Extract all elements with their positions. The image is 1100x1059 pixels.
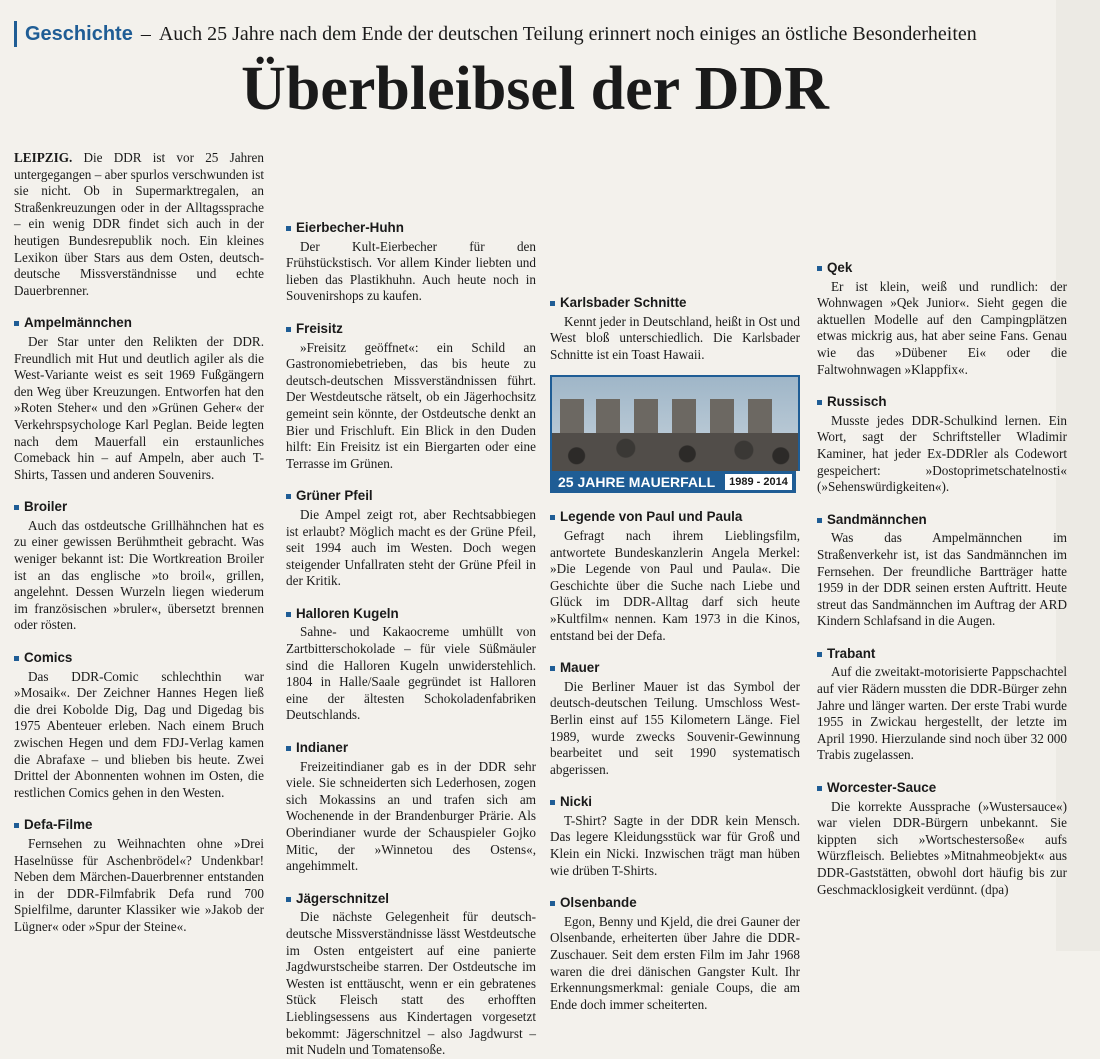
intro-paragraph: [14, 150, 264, 299]
section-heading: [14, 315, 264, 332]
section-text: Fernsehen zu Weihnachten ohne »Drei Haselnüsse für Aschenbrödel«? Undenkbar! Neben dem Märchen-Dauerbrenner entstanden in der DDR-Filmfabrik Defa rund 700 Spielfilme, darunter Klassiker wie »Jakob der Lügner« oder »Spur der Steine«.: [14, 835, 264, 934]
section-text: T-Shirt? Sagte in der DDR kein Mensch. Das legere Kleidungsstück war für Groß und Klein ein Nicki. Inzwischen trägt man hüben wie drüben T-Shirts.: [550, 812, 800, 878]
section-title: Mauer: [560, 660, 600, 676]
section-freisitz: [286, 321, 536, 472]
section-defa: [14, 817, 264, 935]
section-text: Die Ampel zeigt rot, aber Rechtsabbiegen ist erlaubt? Möglich macht es der Grüne Pfeil, seit 1994 auch im Westen. Doch wegen steigender Unfallraten steht der Grüne Pfeil in der Kritik.: [286, 506, 536, 589]
section-halloren: [286, 606, 536, 724]
bullet-icon: [817, 518, 822, 523]
section-mauer: [550, 660, 800, 778]
section-title: Worcester-Sauce: [827, 780, 937, 796]
section-text: Der Kult-Eierbecher für den Frühstückstisch. Vor allem Kinder liebten und lieben das Plastikhuhn. Auch heute noch in Souvenirshops zu kaufen.: [286, 238, 536, 304]
bullet-icon: [286, 327, 291, 332]
section-olsenbande: [550, 895, 800, 1013]
section-heading: [286, 220, 536, 237]
bullet-icon: [817, 266, 822, 271]
bullet-icon: [286, 746, 291, 751]
section-title: Qek: [827, 260, 853, 275]
section-heading: [817, 394, 1067, 411]
bullet-icon: [817, 652, 822, 657]
section-heading: [550, 295, 800, 312]
section-text: Die korrekte Aussprache (»Wustersauce«) war vielen DDR-Bürgern unbekannt. Sie kippten sich »Wortschestersoße« aufs Würzfleisch. Beliebtes »Mitnahmeobjekt« aus DDR-Gaststätten, obwohl dort häufig bis zur Geschmacklosigkeit verdünnt. (dpa): [817, 798, 1067, 897]
berlin-wall-photo: [550, 375, 800, 471]
bullet-icon: [550, 666, 555, 671]
bullet-icon: [817, 786, 822, 791]
section-broiler: [14, 499, 264, 634]
photo-caption: 25 JAHRE MAUERFALL: [558, 474, 716, 491]
column-2: [286, 150, 536, 1059]
bullet-icon: [286, 226, 291, 231]
section-jaegerschnitzel: [286, 891, 536, 1059]
bullet-icon: [286, 494, 291, 499]
column-4: [817, 150, 1067, 898]
section-heading: [286, 606, 536, 623]
bullet-icon: [286, 612, 291, 617]
section-text: Gefragt nach ihrem Lieblingsfilm, antwortete Bundeskanzlerin Angela Merkel: »Die Legende von Paul und Paula«. Die Geschichte über die Suche nach Liebe und Glück im DDR-Alltag darf sich heute »Kultfilm« nennen. Kam 1973 in die Kinos, entstand bei der Defa.: [550, 527, 800, 643]
section-title: Olsenbande: [560, 895, 637, 911]
section-heading: [286, 488, 536, 505]
section-karlsbader: [550, 295, 800, 363]
section-text: Der Star unter den Relikten der DDR. Freundlich mit Hut und deutlich agiler als die West-Variante weist es seit 1969 Fußgängern den Weg über Kreuzungen. Entworfen hat den »Roten Steher« und den »Grünen Geher« der Verkehrspsychologe Karl Peglan. Beide legten nach dem Mauerfall ein erstaunliches Comeback hin – auf Ampeln, aber auch T-Shirts, Tassen und anderen Souvenirs.: [14, 333, 264, 482]
section-title: Nicki: [560, 794, 593, 810]
section-text: Sahne- und Kakaocreme umhüllt von Zartbitterschokolade – für viele Süßmäuler sind die Halloren Kugeln unwiderstehlich. 1804 in Halle/Saale gegründet ist Halloren eine der ältesten Schokoladenfabriken Deutschlands.: [286, 624, 536, 723]
section-legende: [550, 509, 800, 644]
photo-years: 1989 - 2014: [725, 474, 792, 490]
section-text: Musste jedes DDR-Schulkind lernen. Ein Wort, sagt der Schriftsteller Wladimir Kaminer, hat jeder Ex-DDRler als Codewort gespeichert: »Dostoprimetschatelnosti« (»Sehenswürdigkeiten«).: [817, 412, 1067, 495]
section-comics: [14, 650, 264, 801]
bullet-icon: [550, 301, 555, 306]
section-heading: [817, 646, 1067, 663]
section-ampelmaennchen: [14, 315, 264, 483]
section-qek: [817, 260, 1067, 378]
bullet-icon: [14, 505, 19, 510]
section-text: Die Berliner Mauer ist das Symbol der deutsch-deutschen Teilung. Umschloss West-Berlin einst auf 155 Kilometern Länge. Fiel 1989, wurde zwecks Souvenir-Gewinnung bearbeitet und seit 1990 systematisch abgerissen.: [550, 678, 800, 777]
photo-box: [550, 375, 800, 493]
kicker-rubric: Geschichte: [25, 22, 133, 45]
section-text: Was das Ampelmännchen im Straßenverkehr ist, ist das Sandmännchen im Fernsehen. Der freundliche Bartträger hatte 1959 in der DDR seinen ersten Auftritt. Heute streut das Sandmännchen im Auftrag der ARD Kindern Schlafsand in die Augen.: [817, 530, 1067, 629]
section-text: Die nächste Gelegenheit für deutsch-deutsche Missverständnisse lässt Westdeutsche im Osten entgeistert auf eine panierte Jagdwurstscheibe starren. Der Ostdeutsche im Westen ist enttäuscht, wenn er ein gebratenes Stück Fleisch statt des erhofften Lieblingsessens aus Kindertagen vorgesetzt bekommt: Jägerschnitzel – also Jagdwurst – mit Nudeln und Tomatensoße.: [286, 909, 536, 1058]
section-title: Defa-Filme: [24, 817, 93, 833]
section-heading: [286, 740, 536, 757]
section-eierbecher: [286, 220, 536, 305]
section-text: Kennt jeder in Deutschland, heißt in Ost und West bloß unterschiedlich. Die Karlsbader Schnitte ist ein Toast Hawaii.: [550, 313, 800, 362]
crowd: [552, 433, 798, 471]
section-heading: [550, 509, 800, 526]
bullet-icon: [286, 897, 291, 902]
section-heading: [286, 891, 536, 908]
bullet-icon: [817, 400, 822, 405]
kicker-separator: –: [140, 22, 151, 45]
section-text: Freizeitindianer gab es in der DDR sehr viele. Sie schneiderten sich Lederhosen, zogen sich Mokassins an und trafen sich am Wochenende in der Brandenburger Prärie. Als Oberindianer wurde der Schauspieler Gojko Mitic, der »Winnetou des Ostens«, angehimmelt.: [286, 758, 536, 874]
section-text: »Freisitz geöffnet«: ein Schild an Gastronomiebetrieben, das bis heute zu deutsch-deutschen Missverständnissen führt. Der Westdeutsche rätselt, ob ein Jägerhochsitz gemeint sein könnte, der Ostdeutsche denkt an Bier und Frischluft. Ein Blick in den Duden hilft: Ein Freisitz ist ein Biergarten oder eine Terrasse im Grünen.: [286, 339, 536, 471]
section-title: Eierbecher-Huhn: [296, 220, 404, 235]
section-title: Legende von Paul und Paula: [560, 509, 743, 525]
section-heading: [550, 794, 800, 811]
section-title: Russisch: [827, 394, 887, 410]
section-worcester: [817, 780, 1067, 898]
photo-caption-bar: [550, 471, 796, 493]
intro-section: [14, 150, 264, 299]
section-title: Grüner Pfeil: [296, 488, 373, 504]
section-heading: [14, 650, 264, 667]
column-1: [14, 150, 264, 936]
section-gruener-pfeil: [286, 488, 536, 590]
section-text: Egon, Benny und Kjeld, die drei Gauner der Olsenbande, erheiterten über Jahre die DDR-Zuschauer. Seit dem ersten Film im Jahr 1968 waren die drei dänischen Gangster Kult. Ihr Erkennungsmerkmal: geniale Coups, die am Ende doch immer scheiterten.: [550, 913, 800, 1012]
section-title: Sandmännchen: [827, 511, 927, 527]
section-title: Broiler: [24, 499, 68, 515]
section-indianer: [286, 740, 536, 875]
bullet-icon: [14, 321, 19, 326]
bullet-icon: [550, 901, 555, 906]
kicker-line: [14, 20, 1058, 48]
bullet-icon: [550, 800, 555, 805]
dateline: LEIPZIG.: [14, 150, 73, 165]
section-text: Auf die zweitakt-motorisierte Pappschachtel auf vier Rädern mussten die DDR-Bürger zehn Jahre und länger warten. Der erste Trabi wurde 1955 in Zwickau hergestellt, der letzte im April 1990. Hierzulande sind noch über 32 000 Trabis zugelassen.: [817, 664, 1067, 763]
column-3: [550, 150, 800, 1013]
section-title: Jägerschnitzel: [296, 890, 390, 906]
section-heading: [286, 321, 536, 338]
section-heading: [550, 895, 800, 912]
section-heading: [14, 499, 264, 516]
bullet-icon: [14, 656, 19, 661]
section-title: Comics: [24, 650, 73, 666]
section-heading: [817, 260, 1067, 277]
section-title: Ampelmännchen: [24, 315, 132, 331]
section-russisch: [817, 394, 1067, 496]
section-title: Trabant: [827, 645, 876, 661]
headline: Überbleibsel der DDR: [241, 55, 829, 123]
section-title: Halloren Kugeln: [296, 605, 399, 621]
section-title: Freisitz: [296, 320, 343, 336]
section-text: Das DDR-Comic schlechthin war »Mosaik«. Der Zeichner Hannes Hegen ließ die drei Kobolde Dig, Dag und Digedag bis 1975 Abenteuer erleben. Nach einem Bruch zwischen Hegen und dem FDJ-Verlag kamen die Abrafaxe – und blieben bis heute. Zwei Drittel der Abonnenten wohnen im Osten, die restlichen Comics gehen in den Westen.: [14, 668, 264, 800]
section-sandmaennchen: [817, 512, 1067, 630]
bullet-icon: [14, 823, 19, 828]
bullet-icon: [550, 515, 555, 520]
section-trabant: [817, 646, 1067, 764]
section-heading: [817, 512, 1067, 529]
section-heading: [817, 780, 1067, 797]
section-text: Er ist klein, weiß und rundlich: der Wohnwagen »Qek Junior«. Sieht gegen die aktuellen Modelle auf den Campingplätzen etwas mickrig aus, hat aber seine Fans. Genau wie das »Dübener Ei« oder die Faltwohnwagen »Klappfix«.: [817, 278, 1067, 377]
section-title: Indianer: [296, 740, 349, 756]
intro-text: Die DDR ist vor 25 Jahren untergegangen – aber spurlos verschwunden ist sie nicht. Ob in Supermarktregalen, an Straßenkreuzungen oder in der Alltagssprache – ein wenig DDR findet sich auch in der heutigen Bundesrepublik noch. Ein kleines Lexikon über Stars aus dem Osten, deutsch-deutsche Missverständnisse und echte Dauerbrenner.: [14, 150, 264, 298]
section-title: Karlsbader Schnitte: [560, 295, 687, 310]
kicker-accent-bar: [14, 21, 17, 47]
section-nicki: [550, 794, 800, 879]
section-heading: [550, 660, 800, 677]
kicker-text: Auch 25 Jahre nach dem Ende der deutschen Teilung erinnert noch einiges an östliche Besonderheiten: [158, 22, 977, 45]
section-text: Auch das ostdeutsche Grillhähnchen hat es zu einer gewissen Berühmtheit gebracht. Was weniger bekannt ist: Die Wortkreation Broiler ist an das englische »to broil«, grillen, angelehnt. Dessen Wurzeln liegen wiederum im französischen »bruler«, übersetzt brennen oder rösten.: [14, 517, 264, 633]
section-heading: [14, 817, 264, 834]
